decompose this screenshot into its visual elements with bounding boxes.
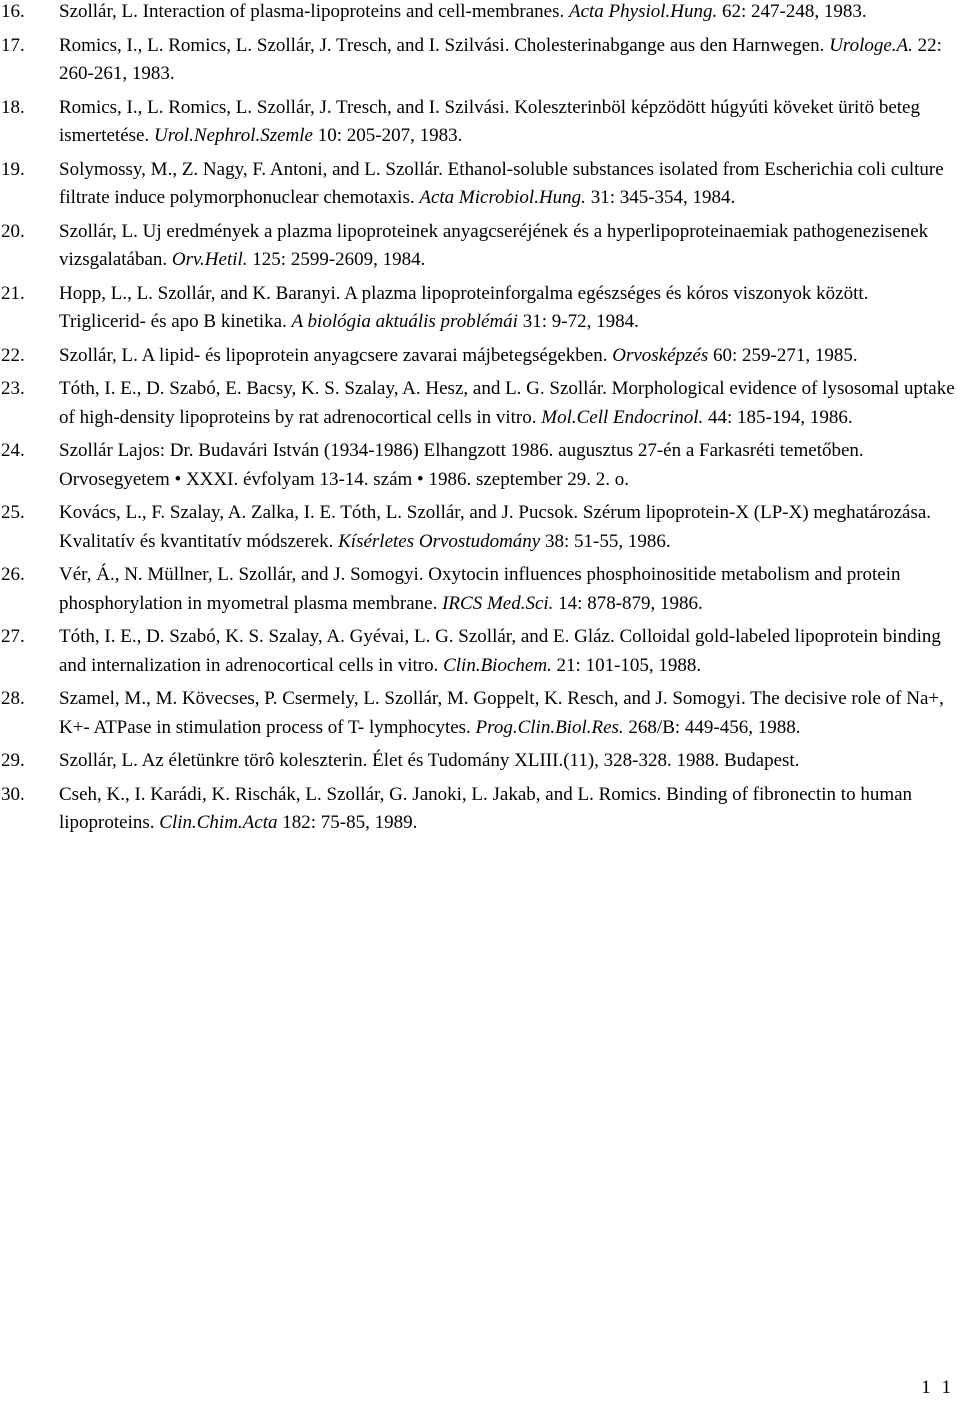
reference-volume: 10: 205-207, 1983.: [313, 125, 463, 146]
reference-text: [59, 159, 944, 209]
reference-item: [0, 94, 956, 151]
reference-text: [59, 283, 868, 333]
reference-volume: 44: 185-194, 1986.: [703, 406, 853, 428]
reference-item: [0, 747, 956, 776]
reference-item: [0, 218, 956, 275]
reference-text: [59, 502, 931, 552]
reference-citation: Vér, Á., N. Müllner, L. Szollár, and J. Somogyi. Oxytocin influences phosphoinositide metabolism and protein phosphorylation in myometral plasma membrane.: [59, 564, 901, 614]
reference-citation: Szollár, L. Uj eredmények a plazma lipoproteinek anyagcseréjének és a hyperlipoproteinaemiak pathogenezisenek vizsgalatában.: [59, 220, 929, 270]
reference-number: 26.: [1, 564, 25, 585]
reference-volume: 21: 101-105, 1988.: [551, 654, 702, 676]
reference-item: [0, 32, 956, 89]
reference-citation: Cseh, K., I. Karádi, K. Rischák, L. Szollár, G. Janoki, L. Jakab, and L. Romics. Binding of fibronectin to human lipoproteins.: [59, 783, 913, 833]
journal-name: IRCS Med.Sci.: [442, 592, 554, 614]
reference-citation: Romics, I., L. Romics, L. Szollár, J. Tresch, and I. Szilvási. Cholesterinabgange aus den Harnwegen.: [59, 34, 825, 56]
reference-citation: Hopp, L., L. Szollár, and K. Baranyi. A plazma lipoproteinforgalma egészséges és kóros viszonyok között. Triglicerid- és apo B kinetika.: [59, 282, 869, 332]
reference-item: [0, 685, 956, 742]
reference-number: 23.: [1, 378, 25, 399]
reference-item: [0, 156, 956, 213]
reference-item: [0, 437, 956, 494]
reference-text: [59, 1, 867, 22]
reference-volume: 182: 75-85, 1989.: [277, 812, 418, 833]
reference-item: [0, 561, 956, 618]
reference-number: 25.: [1, 502, 25, 523]
reference-item: [0, 623, 956, 680]
reference-citation: Solymossy, M., Z. Nagy, F. Antoni, and L. Szollár. Ethanol-soluble substances isolated from Escherichia coli culture filtrate induce polymorphonuclear chemotaxis.: [59, 158, 944, 208]
reference-number: 24.: [1, 440, 25, 461]
journal-name: Mol.Cell Endocrinol.: [541, 406, 704, 428]
reference-item: [0, 280, 956, 337]
reference-citation: Szollár, L. Az életünkre törô koleszterin. Élet és Tudomány XLIII.(11), 328-328. 1988. Budapest.: [59, 750, 800, 771]
reference-volume: 60: 259-271, 1985.: [708, 344, 858, 366]
journal-name: Urologe.A.: [829, 34, 913, 56]
reference-text: [59, 626, 941, 676]
reference-number: 22.: [1, 344, 25, 366]
reference-citation: Szollár, L. Interaction of plasma-lipoproteins and cell-membranes.: [59, 1, 565, 22]
reference-item: [0, 499, 956, 556]
reference-item: [0, 342, 956, 371]
reference-number: 16.: [1, 1, 25, 22]
reference-volume: 14: 878-879, 1986.: [553, 592, 703, 614]
reference-number: 29.: [1, 750, 25, 771]
reference-text: [59, 378, 955, 428]
reference-number: 18.: [1, 96, 25, 118]
reference-item: [0, 781, 956, 838]
journal-name: Urol.Nephrol.Szemle: [153, 125, 313, 146]
reference-volume: 125: 2599-2609, 1984.: [247, 249, 426, 270]
reference-number: 21.: [1, 282, 25, 304]
reference-citation: Tóth, I. E., D. Szabó, E. Bacsy, K. S. Szalay, A. Hesz, and L. G. Szollár. Morphological evidence of lysosomal uptake of high-density lipoproteins by rat adrenocortical cells in vitro.: [59, 378, 955, 428]
page-number: 1 1: [921, 1377, 954, 1398]
reference-text: [59, 35, 942, 85]
reference-citation: Romics, I., L. Romics, L. Szollár, J. Tresch, and I. Szilvási. Koleszterinböl képzödött húgyúti köveket üritö beteg ismertetése.: [59, 96, 920, 146]
journal-name: Orv.Hetil.: [171, 249, 248, 270]
reference-number: 30.: [1, 783, 25, 805]
reference-citation: Kovács, L., F. Szalay, A. Zalka, I. E. Tóth, L. Szollár, and J. Pucsok. Szérum lipoprotein-X (LP-X) meghatározása. Kvalitatív és kvantitatív módszerek.: [59, 502, 932, 552]
reference-volume: 22: 260-261, 1983.: [59, 34, 942, 84]
reference-volume: 268/B: 449-456, 1988.: [623, 716, 801, 738]
reference-text: [59, 345, 858, 366]
reference-volume: 38: 51-55, 1986.: [540, 530, 671, 552]
journal-name: Acta Physiol.Hung.: [568, 1, 718, 22]
reference-text: [59, 564, 901, 614]
reference-citation: Tóth, I. E., D. Szabó, K. S. Szalay, A. Gyévai, L. G. Szollár, and E. Gláz. Colloidal gold-labeled lipoprotein binding and internalization in adrenocortical cells in vitro.: [59, 626, 941, 676]
reference-volume: 62: 247-248, 1983.: [717, 1, 867, 22]
reference-volume: 31: 345-354, 1984.: [585, 187, 736, 208]
journal-name: A biológia aktuális problémái: [291, 311, 518, 332]
reference-citation: Szamel, M., M. Kövecses, P. Csermely, L. Szollár, M. Goppelt, K. Resch, and J. Somogyi. The decisive role of Na+, K+- ATPase in stimulation process of T- lymphocytes.: [59, 688, 944, 738]
reference-text: [59, 440, 864, 490]
journal-name: Clin.Chim.Acta: [159, 812, 278, 833]
reference-text: [59, 97, 920, 147]
reference-number: 17.: [1, 34, 25, 56]
journal-name: Orvosképzés: [612, 344, 709, 366]
reference-text: [59, 688, 944, 738]
reference-number: 28.: [1, 688, 25, 709]
journal-name: Clin.Biochem.: [443, 654, 552, 676]
journal-name: Acta Microbiol.Hung.: [419, 187, 586, 208]
reference-number: 27.: [1, 626, 25, 647]
reference-number: 20.: [1, 220, 25, 242]
reference-text: [59, 784, 912, 834]
reference-text: [59, 750, 799, 771]
reference-citation: Szollár Lajos: Dr. Budavári István (1934-1986) Elhangzott 1986. augusztus 27-én a Farkasréti temetőben. Orvosegyetem • XXXI. évfolyam 13-14. szám • 1986. szeptember 29. 2. o.: [59, 440, 864, 490]
reference-number: 19.: [1, 158, 25, 180]
reference-citation: Szollár, L. A lipid- és lipoprotein anyagcsere zavarai májbetegségekben.: [59, 344, 608, 366]
journal-name: Prog.Clin.Biol.Res.: [475, 716, 624, 738]
journal-name: Kísérletes Orvostudomány: [338, 530, 541, 552]
reference-item: [0, 0, 956, 27]
reference-volume: 31: 9-72, 1984.: [517, 311, 639, 332]
reference-text: [59, 221, 928, 271]
reference-item: [0, 375, 956, 432]
